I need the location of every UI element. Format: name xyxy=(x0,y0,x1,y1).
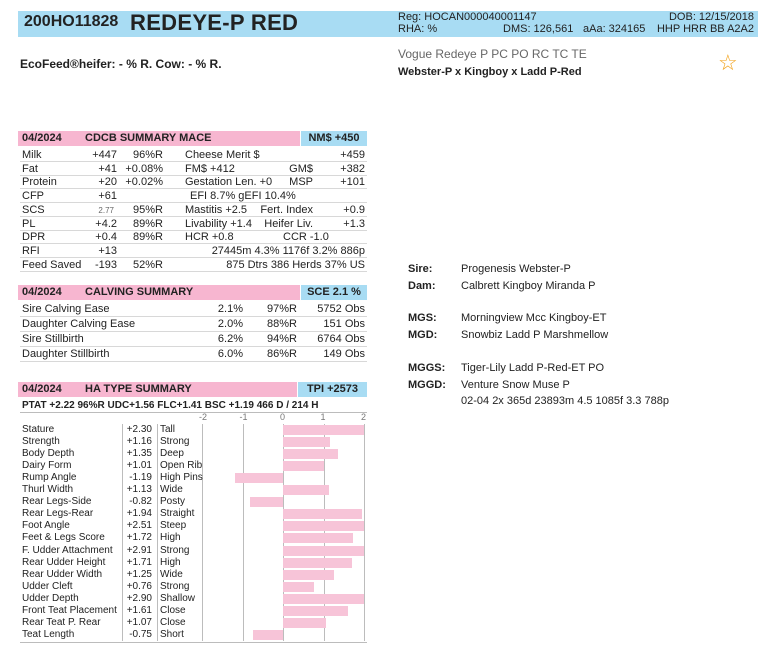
calving-row xyxy=(20,347,367,362)
type-trait-row xyxy=(20,581,367,593)
type-bar xyxy=(283,546,364,556)
type-trait-desc: Strong xyxy=(160,436,190,448)
pedigree-sub: Webster-P x Kingboy x Ladd P-Red xyxy=(398,66,582,78)
trait-mid: Cheese Merit $ xyxy=(185,149,260,161)
type-trait-desc: Wide xyxy=(160,484,183,496)
type-trait-name: Feet & Legs Score xyxy=(22,532,105,544)
mace-row xyxy=(20,217,367,231)
trait-sub-value: +382 xyxy=(340,162,365,175)
type-trait-name: Rear Udder Width xyxy=(22,568,103,580)
trait-name: Milk xyxy=(22,149,42,161)
type-trait-value: +1.35 xyxy=(126,448,152,460)
calving-name: Sire Stillbirth xyxy=(22,333,84,345)
type-trait-value: +1.01 xyxy=(126,460,152,472)
type-trait-value: +1.72 xyxy=(126,532,152,544)
mggs-label: MGGS: xyxy=(408,362,446,374)
scale-tick: -2 xyxy=(199,412,208,422)
trait-value: +0.4 xyxy=(95,231,117,244)
type-trait-desc: Close xyxy=(160,616,186,628)
trait-value: +4.2 xyxy=(95,217,117,230)
trait-mid: Gestation Len. +0 xyxy=(185,176,273,189)
scale-tick: 2 xyxy=(361,412,367,422)
type-header xyxy=(18,382,297,397)
type-trait-value: +0.76 xyxy=(126,580,152,592)
trait-mid: EFI 8.7% gEFI 10.4% xyxy=(190,190,296,203)
rha: RHA: % xyxy=(398,23,438,35)
mace-row xyxy=(20,148,367,162)
sire-name: Progenesis Webster-P xyxy=(461,263,571,275)
type-trait-name: Strength xyxy=(22,436,60,448)
type-title: HA TYPE SUMMARY xyxy=(85,383,192,395)
trait-mid: Livability +1.4 xyxy=(185,217,252,230)
trait-sub: CCR -1.0 xyxy=(283,231,329,244)
mggd-record: 02-04 2x 365d 23893m 4.5 1085f 3.3 788p xyxy=(461,395,669,407)
calving-row xyxy=(20,332,367,347)
mggd-label: MGGD: xyxy=(408,379,446,391)
type-bar xyxy=(283,509,362,519)
star-icon[interactable]: ☆ xyxy=(718,50,738,75)
calving-rel: 97%R xyxy=(267,303,297,315)
aaa: aAa: 324165 xyxy=(583,23,646,35)
type-trait-desc: High Pins xyxy=(160,472,203,484)
calving-obs: 5752 Obs xyxy=(317,303,365,315)
type-trait-value: -0.82 xyxy=(129,496,152,508)
trait-name: RFI xyxy=(22,244,40,257)
calving-name: Daughter Calving Ease xyxy=(22,318,136,330)
trait-value: +41 xyxy=(98,162,117,175)
type-trait-value: +1.13 xyxy=(126,484,152,496)
trait-sub-value: +101 xyxy=(340,176,365,189)
type-trait-value: +1.16 xyxy=(126,436,152,448)
type-trait-name: Rear Legs-Side xyxy=(22,496,92,508)
mace-row xyxy=(20,203,367,217)
type-bar xyxy=(283,558,352,568)
trait-name: DPR xyxy=(22,231,46,244)
type-trait-name: Udder Cleft xyxy=(22,580,73,592)
ecofeed-line: EcoFeed®heifer: - % R. Cow: - % R. xyxy=(20,57,222,71)
pedigree-top: Vogue Redeye P PC PO RC TC TE xyxy=(398,47,587,61)
nm-badge: NM$ +450 xyxy=(301,131,367,146)
trait-name: PL xyxy=(22,217,36,230)
registration-number: 200HO11828 xyxy=(24,13,119,30)
type-bar xyxy=(283,606,348,616)
trait-rel: +0.08% xyxy=(125,162,163,175)
calving-row xyxy=(20,317,367,332)
type-bar xyxy=(253,630,283,640)
mgd-label: MGD: xyxy=(408,329,438,341)
type-trait-desc: Wide xyxy=(160,568,183,580)
type-trait-value: -1.19 xyxy=(129,472,152,484)
trait-value: +13 xyxy=(98,244,117,257)
type-trait-name: Teat Length xyxy=(22,628,75,640)
type-trait-desc: Posty xyxy=(160,496,186,508)
trait-value: 2.77 xyxy=(98,205,114,215)
mace-row xyxy=(20,230,367,244)
type-trait-name: Front Teat Placement xyxy=(22,604,117,616)
calving-date: 04/2024 xyxy=(22,286,62,298)
mace-date: 04/2024 xyxy=(22,132,62,144)
type-trait-row xyxy=(20,472,367,484)
type-trait-value: +2.51 xyxy=(126,520,152,532)
trait-value: +447 xyxy=(92,149,117,161)
mgd-name: Snowbiz Ladd P Marshmellow xyxy=(461,329,609,341)
calving-rel: 88%R xyxy=(267,318,297,330)
type-trait-name: Rear Legs-Rear xyxy=(22,508,94,520)
type-trait-name: Rear Udder Height xyxy=(22,556,106,568)
mace-row xyxy=(20,244,367,258)
type-trait-name: Body Depth xyxy=(22,448,75,460)
mace-row xyxy=(20,162,367,176)
type-bar xyxy=(283,437,330,447)
type-trait-name: Rump Angle xyxy=(22,472,77,484)
reg-id: Reg: HOCAN000040001147 xyxy=(398,11,537,23)
type-date: 04/2024 xyxy=(22,383,62,395)
calving-title: CALVING SUMMARY xyxy=(85,286,194,298)
trait-value: +61 xyxy=(98,190,117,203)
mgs-name: Morningview Mcc Kingboy-ET xyxy=(461,312,607,324)
type-bar xyxy=(283,461,324,471)
sire-label: Sire: xyxy=(408,263,433,275)
trait-rel: 52%R xyxy=(133,258,163,271)
type-bar xyxy=(283,618,326,628)
type-trait-name: Foot Angle xyxy=(22,520,70,532)
trait-mid: 875 Dtrs 386 Herds 37% US xyxy=(226,258,365,271)
trait-mid: FM$ +412 xyxy=(185,162,235,175)
type-trait-desc: Strong xyxy=(160,544,190,556)
trait-sub-value: +1.3 xyxy=(343,217,365,230)
trait-sub-value: +459 xyxy=(340,149,365,161)
calving-rel: 86%R xyxy=(267,348,297,360)
type-trait-row xyxy=(20,629,367,641)
type-trait-desc: Short xyxy=(160,628,184,640)
calving-name: Sire Calving Ease xyxy=(22,303,110,315)
trait-rel: +0.02% xyxy=(125,176,163,189)
reg-line xyxy=(398,11,754,23)
calving-obs: 149 Obs xyxy=(323,348,365,360)
calving-pct: 6.0% xyxy=(217,348,243,360)
trait-rel: 96%R xyxy=(133,149,163,161)
ptat-line xyxy=(22,400,318,411)
trait-mid: Mastitis +2.5 xyxy=(185,203,248,216)
trait-sub: GM$ xyxy=(289,162,313,175)
calving-rel: 94%R xyxy=(267,333,297,345)
scale-tick: 0 xyxy=(280,412,286,422)
mace-header xyxy=(18,131,300,146)
trait-rel: 89%R xyxy=(133,217,163,230)
type-trait-desc: High xyxy=(160,556,181,568)
scale-tick: 1 xyxy=(320,412,326,422)
trait-sub-value: +0.9 xyxy=(343,203,365,216)
calving-row xyxy=(20,302,367,317)
trait-sub: Fert. Index xyxy=(260,203,313,216)
trait-mid: HCR +0.8 xyxy=(185,231,234,244)
type-trait-desc: Straight xyxy=(160,508,195,520)
dam-name: Calbrett Kingboy Miranda P xyxy=(461,280,596,292)
type-bar xyxy=(283,570,334,580)
type-trait-value: +1.71 xyxy=(126,556,152,568)
mace-row xyxy=(20,189,367,203)
type-divider xyxy=(20,412,367,413)
type-bar xyxy=(283,449,338,459)
trait-rel: 89%R xyxy=(133,231,163,244)
type-bar xyxy=(283,521,364,531)
trait-mid: 27445m 4.3% 1176f 3.2% 886p xyxy=(211,244,365,257)
mggd-name: Venture Snow Muse P xyxy=(461,379,570,391)
ptat-line-text: PTAT +2.22 96%R UDC+1.56 FLC+1.41 BSC +1.19 466 D / 214 H xyxy=(22,400,319,411)
trait-sub: Heifer Liv. xyxy=(264,217,313,230)
type-trait-name: Dairy Form xyxy=(22,460,72,472)
type-trait-name: Stature xyxy=(22,424,55,435)
type-bar xyxy=(250,497,283,507)
type-bar xyxy=(283,425,364,435)
type-bar xyxy=(283,533,353,543)
sce-badge: SCE 2.1 % xyxy=(301,285,367,300)
type-bar xyxy=(283,594,364,604)
mace-title: CDCB SUMMARY MACE xyxy=(85,132,212,144)
type-trait-desc: High xyxy=(160,532,181,544)
type-trait-name: Rear Teat P. Rear xyxy=(22,616,101,628)
dam-label: Dam: xyxy=(408,280,436,292)
rha-line xyxy=(398,23,754,35)
calving-pct: 6.2% xyxy=(217,333,243,345)
type-trait-name: Thurl Width xyxy=(22,484,74,496)
tpi-badge: TPI +2573 xyxy=(298,382,367,397)
type-bar xyxy=(235,473,283,483)
type-trait-row xyxy=(20,496,367,508)
trait-name: Protein xyxy=(22,176,57,189)
type-trait-desc: Steep xyxy=(160,520,187,532)
trait-value: -193 xyxy=(94,258,117,271)
trait-value: +20 xyxy=(98,176,117,189)
calving-header xyxy=(18,285,300,300)
genetic-codes: HHP HRR BB A2A2 xyxy=(656,23,754,35)
mace-row xyxy=(20,175,367,189)
type-trait-value: +2.91 xyxy=(126,544,152,556)
calving-obs: 6764 Obs xyxy=(317,333,365,345)
type-trait-desc: Close xyxy=(160,604,186,616)
trait-rel: 95%R xyxy=(133,203,163,216)
calving-pct: 2.1% xyxy=(217,303,243,315)
bull-name: REDEYE-P RED xyxy=(130,10,299,35)
calving-obs: 151 Obs xyxy=(323,318,365,330)
header-bar xyxy=(18,11,758,37)
type-trait-desc: Shallow xyxy=(160,592,196,604)
type-trait-value: +1.94 xyxy=(126,508,152,520)
type-trait-desc: Strong xyxy=(160,580,190,592)
mgs-label: MGS: xyxy=(408,312,437,324)
type-trait-value: +1.07 xyxy=(126,616,152,628)
type-trait-name: F. Udder Attachment xyxy=(22,544,113,556)
type-trait-value: -0.75 xyxy=(129,628,152,640)
type-trait-desc: Deep xyxy=(160,448,184,460)
trait-name: CFP xyxy=(22,190,44,203)
trait-sub: MSP xyxy=(289,176,313,189)
type-bar xyxy=(283,582,314,592)
trait-name: Feed Saved xyxy=(22,258,82,271)
type-trait-value: +1.25 xyxy=(126,568,152,580)
type-trait-value: +1.61 xyxy=(126,604,152,616)
type-trait-name: Udder Depth xyxy=(22,592,79,604)
type-trait-desc: Tall xyxy=(160,424,176,435)
type-bottom-rule xyxy=(20,642,367,643)
mggs-name: Tiger-Lily Ladd P-Red-ET PO xyxy=(461,362,605,374)
scale-tick: -1 xyxy=(239,412,248,422)
mace-row xyxy=(20,258,367,272)
trait-name: Fat xyxy=(22,162,38,175)
type-trait-value: +2.30 xyxy=(126,424,152,435)
type-bar xyxy=(283,485,329,495)
type-trait-desc: Open Rib xyxy=(160,460,203,472)
calving-pct: 2.0% xyxy=(217,318,243,330)
dob: DOB: 12/15/2018 xyxy=(668,11,754,23)
calving-name: Daughter Stillbirth xyxy=(22,348,110,360)
dms: DMS: 126,561 xyxy=(503,23,574,35)
trait-name: SCS xyxy=(22,203,45,216)
type-trait-value: +2.90 xyxy=(126,592,152,604)
